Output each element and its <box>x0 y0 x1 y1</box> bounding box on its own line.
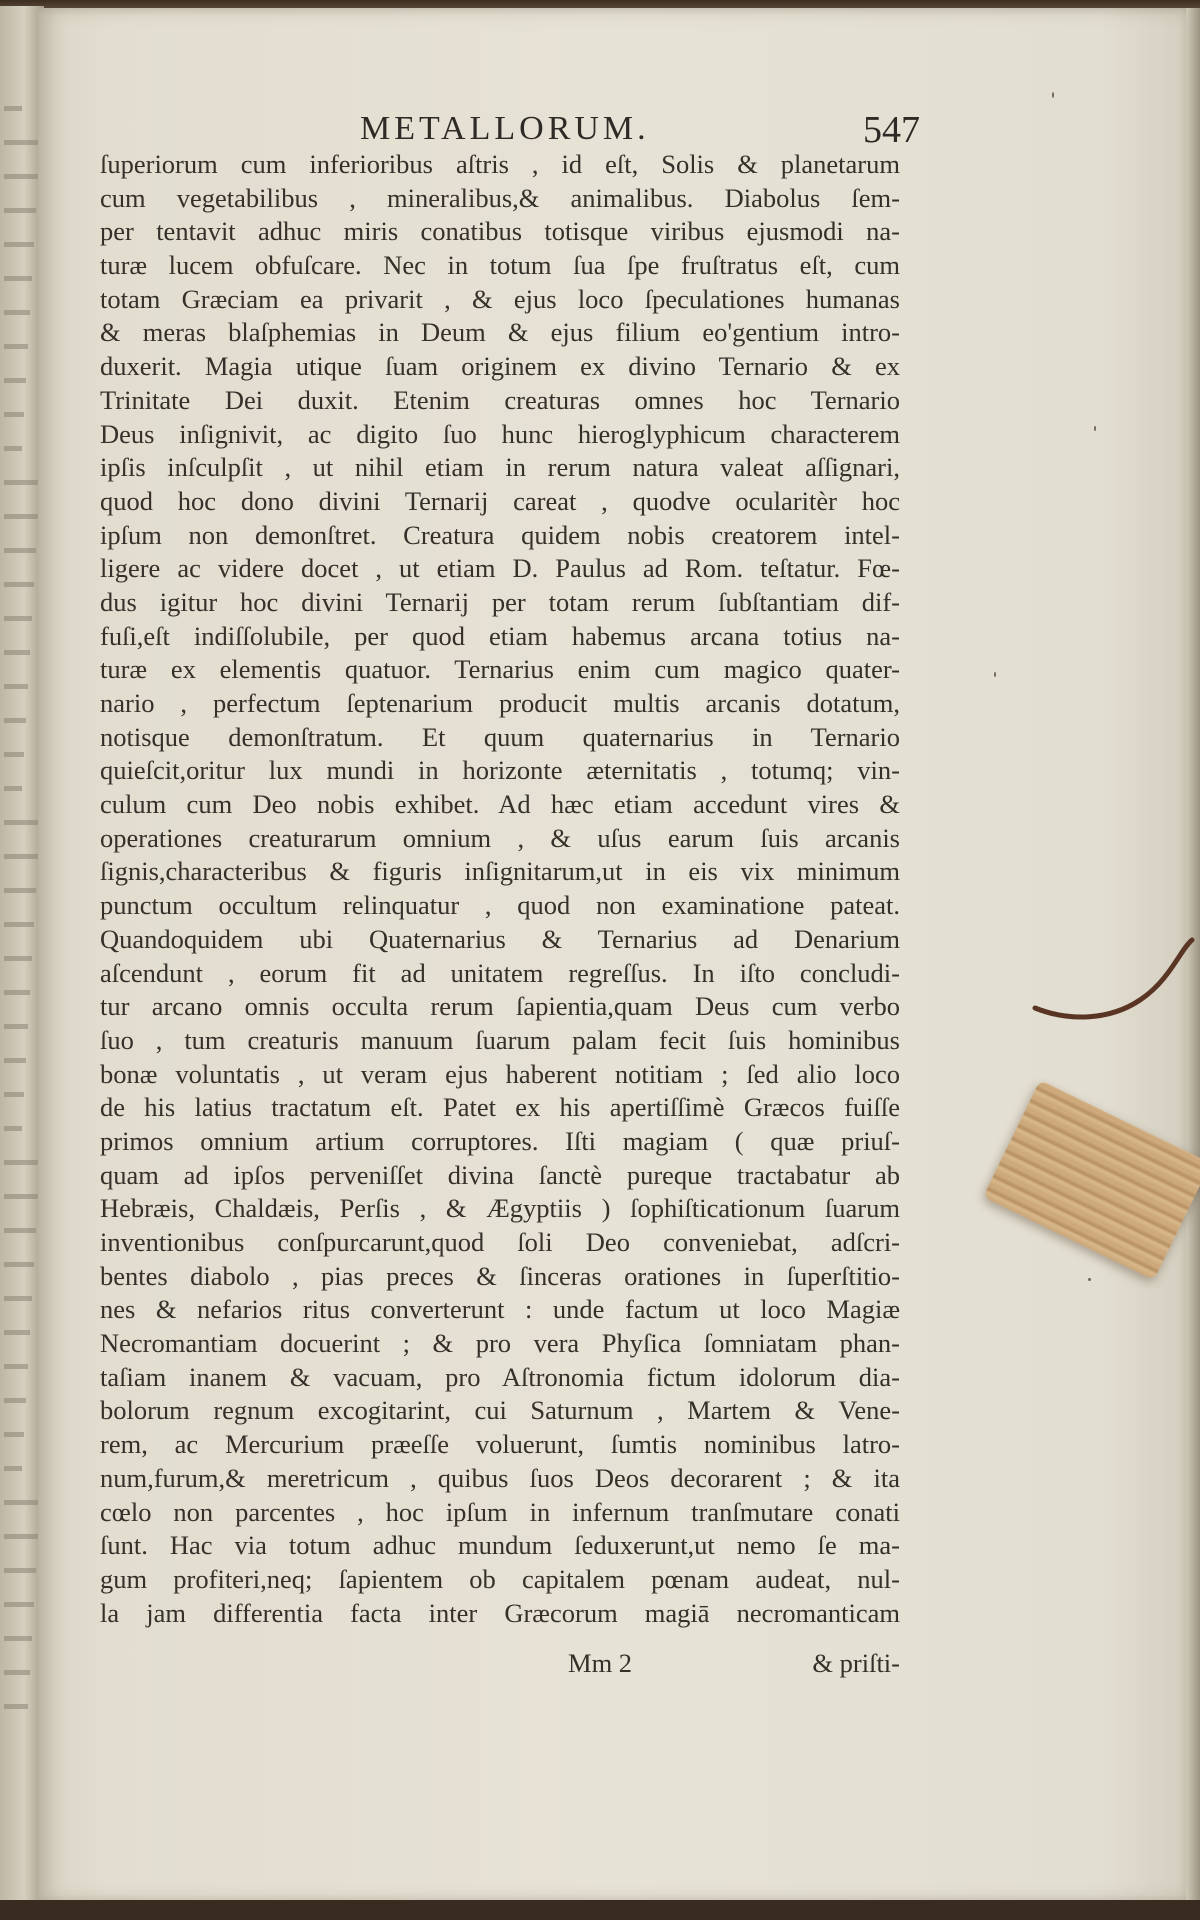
adjacent-page-ink-mark <box>4 1092 24 1097</box>
adjacent-page-ink-mark <box>4 514 38 519</box>
text-line: ligere ac videre docet , ut etiam D. Paulus ad Rom. teſtatur. Fœ- <box>100 553 900 584</box>
running-head: METALLORUM. <box>360 110 650 147</box>
text-line: turæ lucem obfuſcare. Nec in totum ſua ſpe fruſtratus eſt, cum <box>100 250 900 281</box>
text-line: cum vegetabilibus , mineralibus,& animalibus. Diabolus ſem- <box>100 182 900 213</box>
adjacent-page-ink-mark <box>4 820 40 825</box>
text-line: totam Græciam ea privarit , & ejus loco ſpeculationes humanas <box>100 283 900 314</box>
adjacent-page-ink-mark <box>4 378 26 383</box>
adjacent-page-ink-mark <box>4 1160 40 1165</box>
text-line: ſuo , tum creaturis manuum ſuarum palam fecit ſuis hominibus <box>100 1024 900 1055</box>
adjacent-page-ink-mark <box>4 854 38 859</box>
text-line: quieſcit,oritur lux mundi in horizonte æternitatis , totumq; vin- <box>100 755 900 786</box>
adjacent-page-ink-mark <box>4 480 40 485</box>
text-line: turæ ex elementis quatuor. Ternarius enim cum magico quater- <box>100 654 900 685</box>
adjacent-page-ink-mark <box>4 1194 38 1199</box>
page-number: 547 <box>863 109 920 151</box>
adjacent-page-ink-mark <box>4 1568 36 1573</box>
adjacent-page-ink-mark <box>4 548 36 553</box>
adjacent-page-ink-mark <box>4 1262 34 1267</box>
text-line: rem, ac Mercurium præeſſe voluerunt, ſumtis nominibus latro- <box>100 1429 900 1460</box>
text-line: cœlo non parcentes , hoc ipſum in infernum tranſmutare conati <box>100 1496 900 1527</box>
text-line: num,furum,& meretricum , quibus ſuos Deos decorarent ; & ita <box>100 1462 900 1493</box>
text-line: & meras blaſphemias in Deum & ejus filium eo'gentium intro- <box>100 317 900 348</box>
adjacent-page-ink-mark <box>4 1398 26 1403</box>
scan-background-bottom <box>0 1900 1200 1920</box>
adjacent-page-ink-mark <box>4 276 32 281</box>
adjacent-page-ink-mark <box>4 1466 22 1471</box>
text-line: duxerit. Magia utique ſuam originem ex divino Ternario & ex <box>100 351 900 382</box>
text-line: ipſum non demonſtret. Creatura quidem nobis creatorem intel- <box>100 519 900 550</box>
text-line: la jam differentia facta inter Græcorum magiā necromanticam <box>100 1597 900 1628</box>
text-line: primos omnium artium corruptores. Iſti magiam ( quæ priuſ- <box>100 1125 900 1156</box>
adjacent-page-ink-mark <box>4 412 24 417</box>
adjacent-page-ink-mark <box>4 1636 32 1641</box>
adjacent-page-ink-mark <box>4 752 24 757</box>
adjacent-page-ink-mark <box>4 990 30 995</box>
text-line: dus igitur hoc divini Ternarij per totam rerum ſubſtantiam dif- <box>100 586 900 617</box>
text-line: Necromantiam docuerint ; & pro vera Phyſica ſomniatam phan- <box>100 1328 900 1359</box>
adjacent-page-ink-mark <box>4 310 30 315</box>
adjacent-page-ink-mark <box>4 956 32 961</box>
text-line: taſiam inanem & vacuam, pro Aſtronomia fictum idolorum dia- <box>100 1361 900 1392</box>
adjacent-page-ink-mark <box>4 1364 28 1369</box>
text-line: aſcendunt , eorum fit ad unitatem regreſſus. In iſto concludi- <box>100 957 900 988</box>
text-line: quam ad ipſos perveniſſet divina ſanctè pureque tractabatur ab <box>100 1159 900 1190</box>
adjacent-page-ink-mark <box>4 242 34 247</box>
text-line: culum cum Deo nobis exhibet. Ad hæc etiam accedunt vires & <box>100 789 900 820</box>
adjacent-page-ink-mark <box>4 208 36 213</box>
adjacent-page-ink-mark <box>4 1228 36 1233</box>
adjacent-page-ink-mark <box>4 582 34 587</box>
adjacent-page-ink-mark <box>4 718 26 723</box>
adjacent-page-ink-mark <box>4 1058 26 1063</box>
text-line: gum profiteri,neq; ſapientem ob capitalem pœnam audeat, nul- <box>100 1563 900 1594</box>
adjacent-page-ink-mark <box>4 1024 28 1029</box>
adjacent-page-ink-mark <box>4 174 38 179</box>
loose-thread <box>1030 930 1200 1040</box>
signature-mark: Mm 2 <box>568 1648 633 1678</box>
adjacent-page-ink-mark <box>4 1500 40 1505</box>
text-line: Quandoquidem ubi Quaternarius & Ternarius ad Denarium <box>100 923 900 954</box>
adjacent-page-ink-mark <box>4 344 28 349</box>
text-line: operationes creaturarum omnium , & uſus earum ſuis arcanis <box>100 822 900 853</box>
text-line: notisque demonſtratum. Et quum quaternarius in Ternario <box>100 721 900 752</box>
adjacent-page-ink-mark <box>4 1296 32 1301</box>
paper-speck <box>1052 92 1054 98</box>
adjacent-page-ink-mark <box>4 1330 30 1335</box>
adjacent-page-ink-mark <box>4 684 28 689</box>
adjacent-page-ink-mark <box>4 888 36 893</box>
text-line: de his latius tractatum eſt. Patet ex his apertiſſimè Græcos fuiſſe <box>100 1092 900 1123</box>
adjacent-page-ink-mark <box>4 650 30 655</box>
paper-speck <box>1088 1278 1091 1281</box>
adjacent-page-ink-mark <box>4 1432 24 1437</box>
body-text <box>100 148 900 1630</box>
adjacent-page-ink-mark <box>4 922 34 927</box>
adjacent-page-ink-mark <box>4 106 22 111</box>
text-line: Deus inſignivit, ac digito ſuo hunc hieroglyphicum characterem <box>100 418 900 449</box>
text-line: fuſi,eſt indiſſolubile, per quod etiam habemus arcana totius na- <box>100 620 900 651</box>
adjacent-page-ink-mark <box>4 140 40 145</box>
paper-speck <box>994 672 996 677</box>
adjacent-page-ink-mark <box>4 1602 34 1607</box>
text-line: ipſis inſculpſit , ut nihil etiam in rerum natura valeat aſſignari, <box>100 452 900 483</box>
text-line: bonæ voluntatis , ut veram ejus haberent notitiam ; ſed alio loco <box>100 1058 900 1089</box>
text-line: quod hoc dono divini Ternarij careat , quodve ocularitèr hoc <box>100 485 900 516</box>
adjacent-page-ink-mark <box>4 786 22 791</box>
text-line: ſuperiorum cum inferioribus aſtris , id eſt, Solis & planetarum <box>100 149 900 179</box>
adjacent-page-ink-mark <box>4 1670 30 1675</box>
catchword: & priſti- <box>812 1648 900 1678</box>
text-line: tur arcano omnis occulta rerum ſapientia,quam Deus cum verbo <box>100 991 900 1022</box>
adjacent-page-ink-mark <box>4 1534 38 1539</box>
text-line: punctum occultum relinquatur , quod non examinatione pateat. <box>100 890 900 921</box>
text-line: bolorum regnum excogitarint, cui Saturnum , Martem & Vene- <box>100 1395 900 1426</box>
text-line: bentes diabolo , pias preces & ſinceras orationes in ſuperſtitio- <box>100 1260 900 1291</box>
text-line: ſunt. Hac via totum adhuc mundum ſeduxerunt,ut nemo ſe ma- <box>100 1530 900 1561</box>
adjacent-page-ink-mark <box>4 616 32 621</box>
text-line: nario , perfectum ſeptenarium producit multis arcanis dotatum, <box>100 688 900 718</box>
text-line: per tentavit adhuc miris conatibus totisque viribus ejusmodi na- <box>100 216 900 247</box>
paper-speck <box>1094 426 1096 431</box>
adjacent-page-ink-mark <box>4 446 22 451</box>
text-line: Trinitate Dei duxit. Etenim creaturas omnes hoc Ternario <box>100 384 900 415</box>
text-line: inventionibus conſpurcarunt,quod ſoli Deo conveniebat, adſcri- <box>100 1227 900 1257</box>
footer-line <box>100 1648 900 1682</box>
adjacent-page-ink-mark <box>4 1126 22 1131</box>
text-line: nes & nefarios ritus converterunt : unde factum ut loco Magiæ <box>100 1294 900 1325</box>
adjacent-page-ink-mark <box>4 1704 28 1709</box>
text-line: Hebræis, Chaldæis, Perſis , & Ægyptiis ) ſophiſticationum ſuarum <box>100 1193 900 1224</box>
text-line: ſignis,characteribus & figuris inſignitarum,ut in eis vix minimum <box>100 856 900 887</box>
